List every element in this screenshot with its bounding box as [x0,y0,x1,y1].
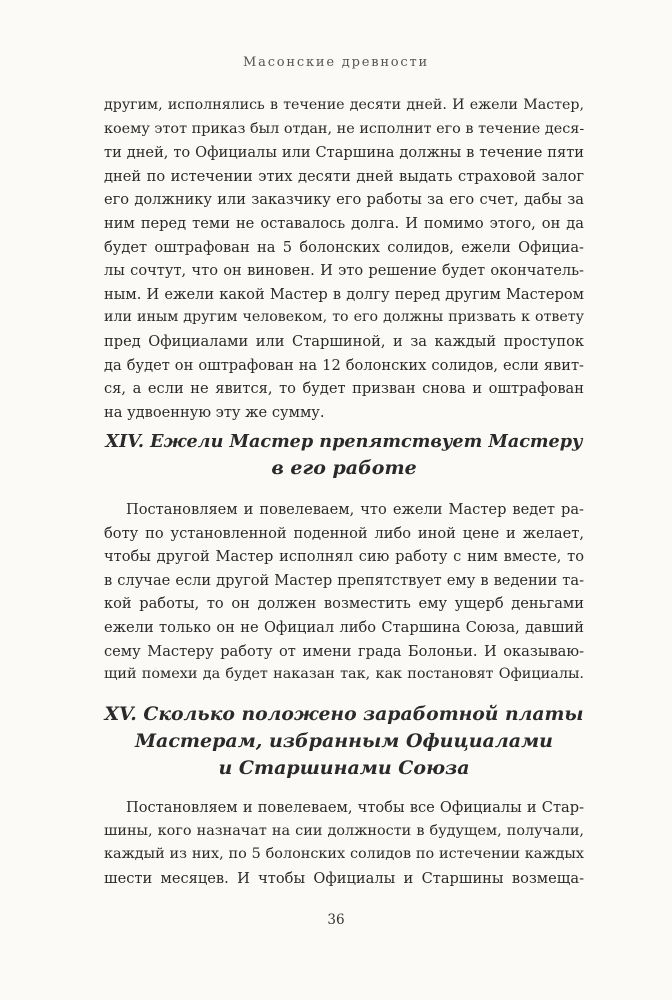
text-line: сему Мастеру работу от имени града Болоньи. И оказываю- [104,642,584,660]
text-line: шины, кого назначат на сии должности в будущем, получали, [104,822,584,839]
heading-line: Мастерам, избранным Официалами [135,730,553,752]
text-line: боту по установленной поденной либо иной цене и желает, [104,524,584,542]
text-line: другим, исполнялись в течение десяти дней. И ежели Мастер, [104,97,584,113]
section-heading-xv [104,701,584,782]
text-line: чтобы другой Мастер исполнял сию работу с ним вместе, то [104,548,584,566]
text-line: щий помехи да будет наказан так, как постановят Официалы. [104,666,584,683]
text-line: дней по истечении этих десяти дней выдать страховой залог [104,167,584,185]
text-line: или иным другим человеком, то его должны призвать к ответу [104,309,584,326]
text-line: каждый из них, по 5 болонских солидов по истечении каждых [104,846,584,863]
text-line: шести месяцев. И чтобы Официалы и Старшины возмеща- [104,869,584,887]
section-heading-xiv [104,428,584,482]
text-line: ся, а если не явится, то будет призван снова и оштрафован [104,380,584,398]
section-xv-body [104,796,584,890]
text-line: да будет он оштрафован на 12 болонских солидов, если явит- [104,356,584,374]
section-xiv-body [104,498,584,687]
text-line: ежели только он не Официал либо Старшина Союза, давший [104,618,584,636]
text-line: Постановляем и повелеваем, что ежели Мастер ведет ра- [126,501,584,518]
text-line: его должнику или заказчику его работы за его счет, дабы за [104,191,584,209]
text-line: будет оштрафован на 5 болонских солидов, ежели Официа- [104,238,584,256]
running-head: Масонские древности [243,55,429,70]
heading-line: и Старшинами Союза [218,757,470,779]
text-line: кой работы, то он должен возместить ему ущерб деньгами [104,595,584,613]
text-line: на удвоенную эту же сумму. [104,403,325,421]
heading-line: в его работе [271,457,417,479]
text-line: ним перед теми не оставалось долга. И помимо этого, он да [104,214,584,232]
text-line: Постановляем и повелеваем, чтобы все Официалы и Стар- [126,799,584,816]
text-line: ти дней, то Официалы или Старшина должны в течение пяти [104,144,584,162]
heading-line: XV. Сколько положено заработной платы [104,703,584,725]
text-line: в случае если другой Мастер препятствует ему в ведении та- [104,571,584,589]
heading-line: XIV. Ежели Мастер препятствует Мастеру [105,431,583,452]
text-line: коему этот приказ был отдан, не исполнит его в течение деся- [104,120,585,137]
text-line: лы сочтут, что он виновен. И это решение будет окончатель- [104,262,584,280]
paragraph-continued [104,94,584,424]
page-number: 36 [327,912,345,928]
text-line: пред Официалами или Старшиной, и за каждый проступок [104,332,584,350]
text-line: ным. И ежели какой Мастер в долгу перед другим Мастером [104,285,584,303]
